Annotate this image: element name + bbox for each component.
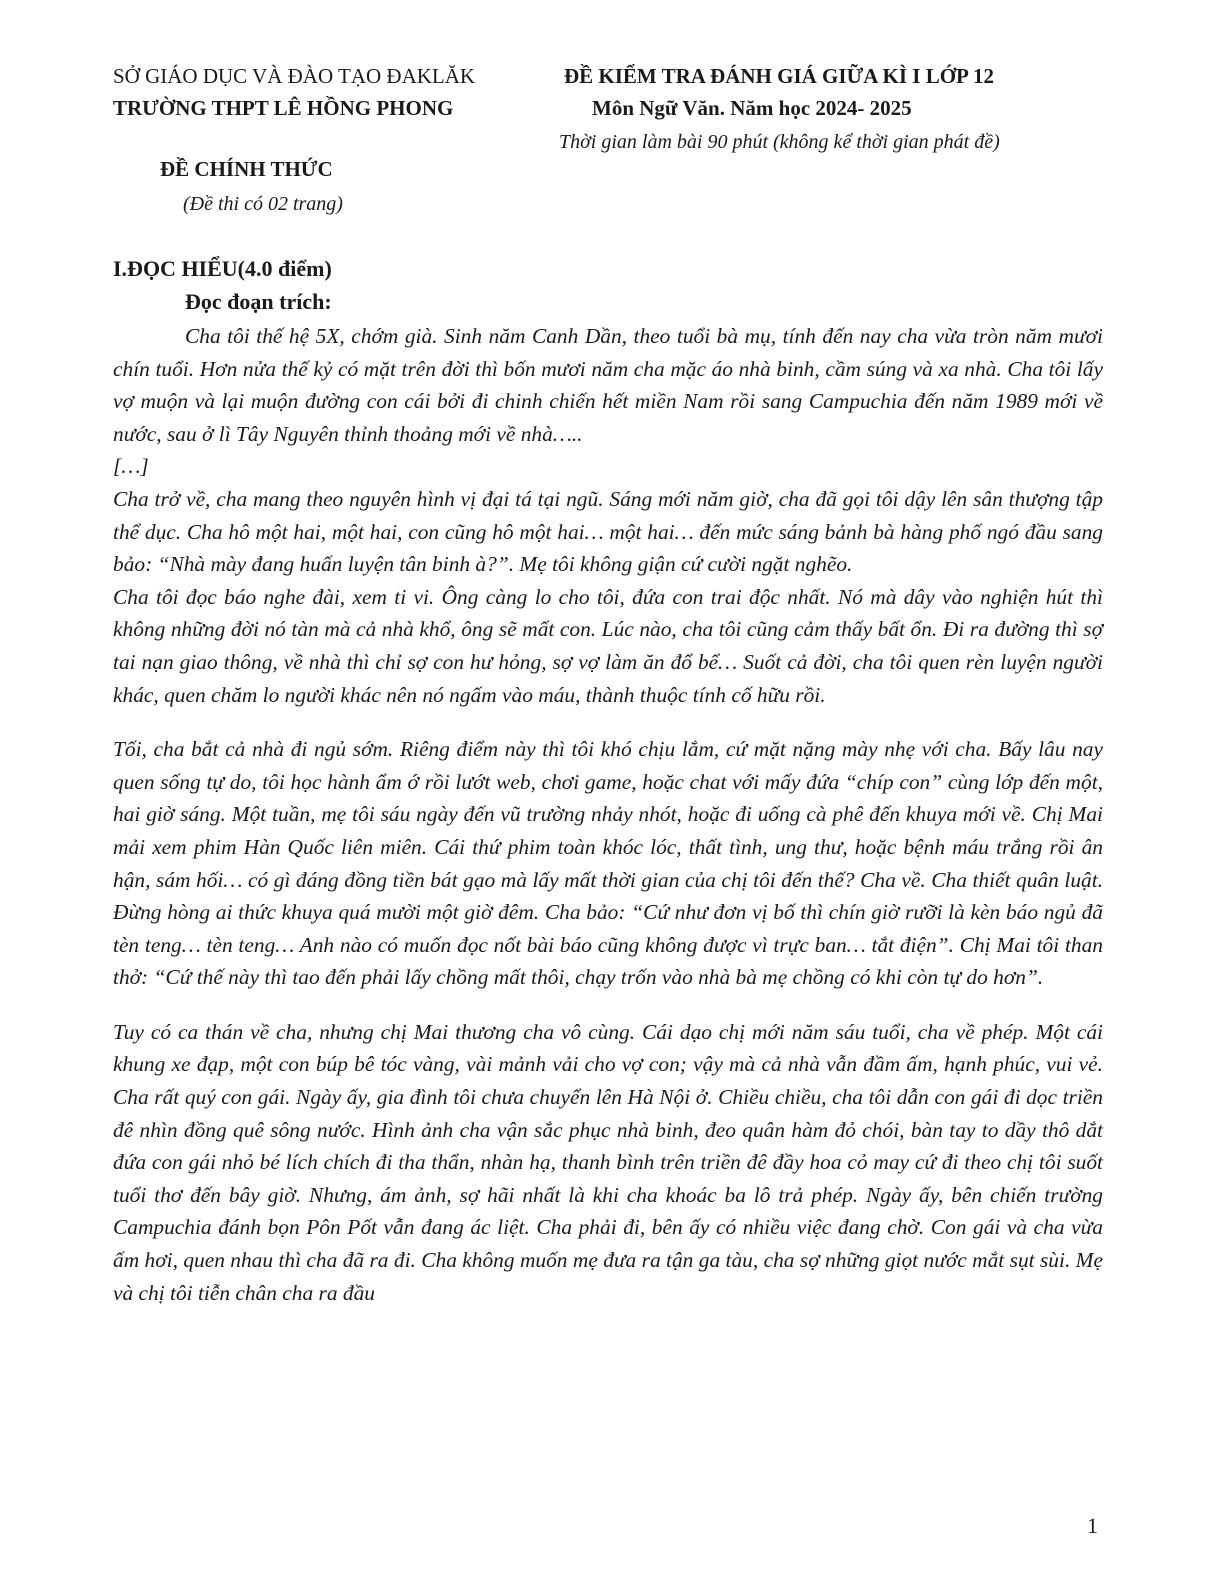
excerpt-heading: Đọc đoạn trích: [185, 289, 332, 314]
paragraph: Cha tôi đọc báo nghe đài, xem ti vi. Ông càng lo cho tôi, đứa con trai độc nhất. Nó mà dây vào nghiện hút thì không những đời nó tàn mà cả nhà khổ, ông sẽ mất con. Lúc nào, cha tôi cũng cảm thấy bất ổn. Đi ra đường thì sợ tai nạn giao thông, về nhà thì chỉ sợ con hư hỏng, sợ vợ làm ăn đổ bể… Suốt cả đời, cha tôi quen rèn luyện người khác, quen chăm lo người khác nên nó ngấm vào máu, thành thuộc tính cố hữu rồi. [113, 584, 1103, 707]
exam-duration: Thời gian làm bài 90 phút (không kể thời gian phát đề) [559, 131, 1000, 153]
department-name: SỞ GIÁO DỤC VÀ ĐÀO TẠO ĐAKLĂK [113, 64, 476, 88]
school-year: . Năm học 2024- 2025 [719, 96, 912, 120]
ellipsis-marker: […] [113, 454, 149, 479]
section-heading: I.ĐỌC HIỂU(4.0 điểm) [113, 256, 332, 281]
official-label: ĐỀ CHÍNH THỨC [160, 157, 333, 181]
page-number: 1 [1087, 1513, 1098, 1538]
paragraph: Cha tôi thế hệ 5X, chớm già. Sinh năm Canh Dần, theo tuổi bà mụ, tính đến nay cha vừa tròn năm mươi chín tuổi. Hơn nửa thế kỷ có mặt trên đời thì bốn mươi năm cha mặc áo nhà binh, cầm súng và xa nhà. Cha tôi lấy vợ muộn và lại muộn đường con cái bởi đi chinh chiến hết miền Nam rồi sang Campuchia đến năm 1989 mới về nước, sau ở lì Tây Nguyên thỉnh thoảng mới về nhà….. [113, 324, 1103, 446]
excerpt-text [113, 320, 1103, 1309]
pages-note: (Đề thi có 02 trang) [183, 193, 343, 215]
header-right [540, 60, 1100, 158]
paragraph: Tối, cha bắt cả nhà đi ngủ sớm. Riêng điểm này thì tôi khó chịu lắm, cứ mặt nặng mày nhẹ với cha. Bấy lâu nay quen sống tự do, tôi học hành ẩm ớ rồi lướt web, chơi game, hoặc chat với mấy đứa “chíp con” cùng lớp đến một, hai giờ sáng. Một tuần, mẹ tôi sáu ngày đến vũ trường nhảy nhót, hoặc đi uống cà phê đến khuya mới về. Chị Mai mải xem phim Hàn Quốc liên miên. Cái thứ phim toàn khóc lóc, thất tình, ung thư, hoặc bệnh máu trắng rồi ân hận, sám hối… có gì đáng đồng tiền bát gạo mà lấy mất thời gian của chị tôi đến thế? Cha về. Cha thiết quân luật. Đừng hòng ai thức khuya quá mười một giờ đêm. Cha bảo: “Cứ như đơn vị bố thì chín giờ rưỡi là kèn báo ngủ đã tèn teng… tèn teng… Anh nào có muốn đọc nốt bài báo cũng không được vì trực ban… tắt điện”. Chị Mai tôi than thở: “Cứ thế này thì tao đến phải lấy chồng mất thôi, chạy trốn vào nhà bà mẹ chồng có khi còn tự do hơn”. [113, 737, 1103, 990]
school-name: TRƯỜNG THPT LÊ HỒNG PHONG [113, 96, 454, 120]
subject-line [540, 92, 1100, 124]
paragraph: Cha trở về, cha mang theo nguyên hình vị đại tá tại ngũ. Sáng mới năm giờ, cha đã gọi tôi dậy lên sân thượng tập thể dục. Cha hô một hai, một hai, con cũng hô một hai… một hai… đến mức sáng bảnh bà hàng phố ngó đầu sang bảo: “Nhà mày đang huấn luyện tân binh à?”. Mẹ tôi không giận cứ cười ngặt nghẽo. [113, 486, 1103, 577]
paragraph: Tuy có ca thán về cha, nhưng chị Mai thương cha vô cùng. Cái dạo chị mới năm sáu tuổi, cha về phép. Một cái khung xe đạp, một con búp bê tóc vàng, vài mảnh vải cho vợ con; vậy mà cả nhà vẫn đầm ấm, hạnh phúc, vui vẻ. Cha rất quý con gái. Ngày ấy, gia đình tôi chưa chuyển lên Hà Nội ở. Chiều chiều, cha tôi dẫn con gái đi dọc triền đê nhìn đồng quê sông nước. Hình ảnh cha vận sắc phục nhà binh, đeo quân hàm đỏ chói, bàn tay to dầy thô dắt đứa con gái nhỏ bé lích chích đi tha thẩn, nhàn hạ, thanh bình trên triền đê đầy hoa cỏ may cứ đi theo chị tôi suốt tuổi thơ đến bây giờ. Nhưng, ám ảnh, sợ hãi nhất là khi cha khoác ba lô trả phép. Ngày ấy, bên chiến trường Campuchia đánh bọn Pôn Pốt vẫn đang ác liệt. Cha phải đi, bên ấy có nhiều việc đang chờ. Con gái và cha vừa ấm hơi, quen nhau thì cha đã ra đi. Cha không muốn mẹ đưa ra tận ga tàu, cha sợ những giọt nước mắt sụt sùi. Mẹ và chị tôi tiễn chân cha ra đầu [113, 1019, 1103, 1305]
subject: Môn Ngữ Văn [592, 96, 720, 120]
header-left [113, 60, 475, 124]
exam-title: ĐỀ KIỂM TRA ĐÁNH GIÁ GIỮA KÌ I LỚP 12 [564, 64, 994, 88]
